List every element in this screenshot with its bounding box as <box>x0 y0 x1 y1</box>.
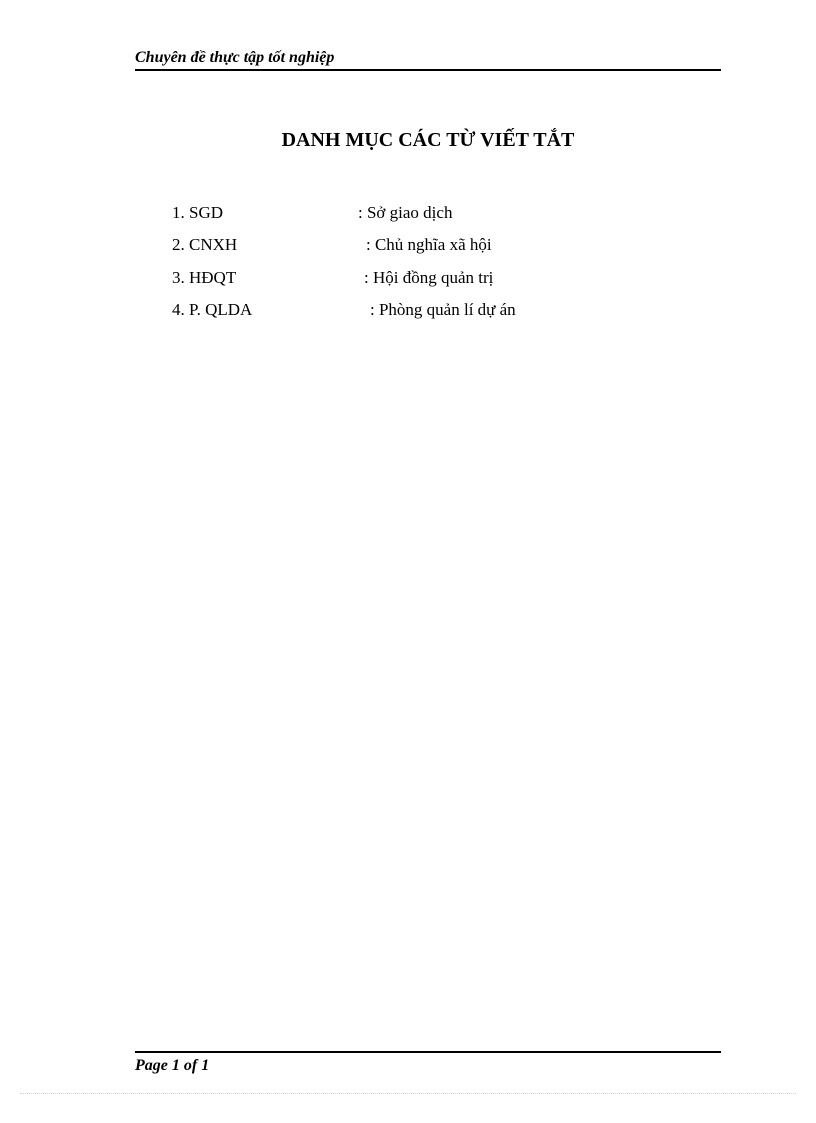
page-edge-divider <box>20 1093 796 1094</box>
page-number: Page 1 of 1 <box>135 1057 210 1074</box>
abbreviation-term: 1. SGD <box>172 203 224 222</box>
header-title: Chuyên đề thực tập tốt nghiệp <box>135 49 335 66</box>
abbreviation-definition: : Phòng quản lí dự án <box>370 300 516 319</box>
abbreviation-list <box>0 0 816 400</box>
document-title: DANH MỤC CÁC TỪ VIẾT TẮT <box>281 129 575 151</box>
footer-divider <box>135 1051 721 1053</box>
abbreviation-term: 3. HĐQT <box>172 268 237 287</box>
abbreviation-definition: : Sở giao dịch <box>358 203 453 222</box>
abbreviation-definition: : Hội đồng quản trị <box>364 268 494 287</box>
abbreviation-term: 4. P. QLDA <box>172 300 253 319</box>
abbreviation-term: 2. CNXH <box>172 235 238 254</box>
abbreviation-definition: : Chủ nghĩa xã hội <box>366 235 492 254</box>
